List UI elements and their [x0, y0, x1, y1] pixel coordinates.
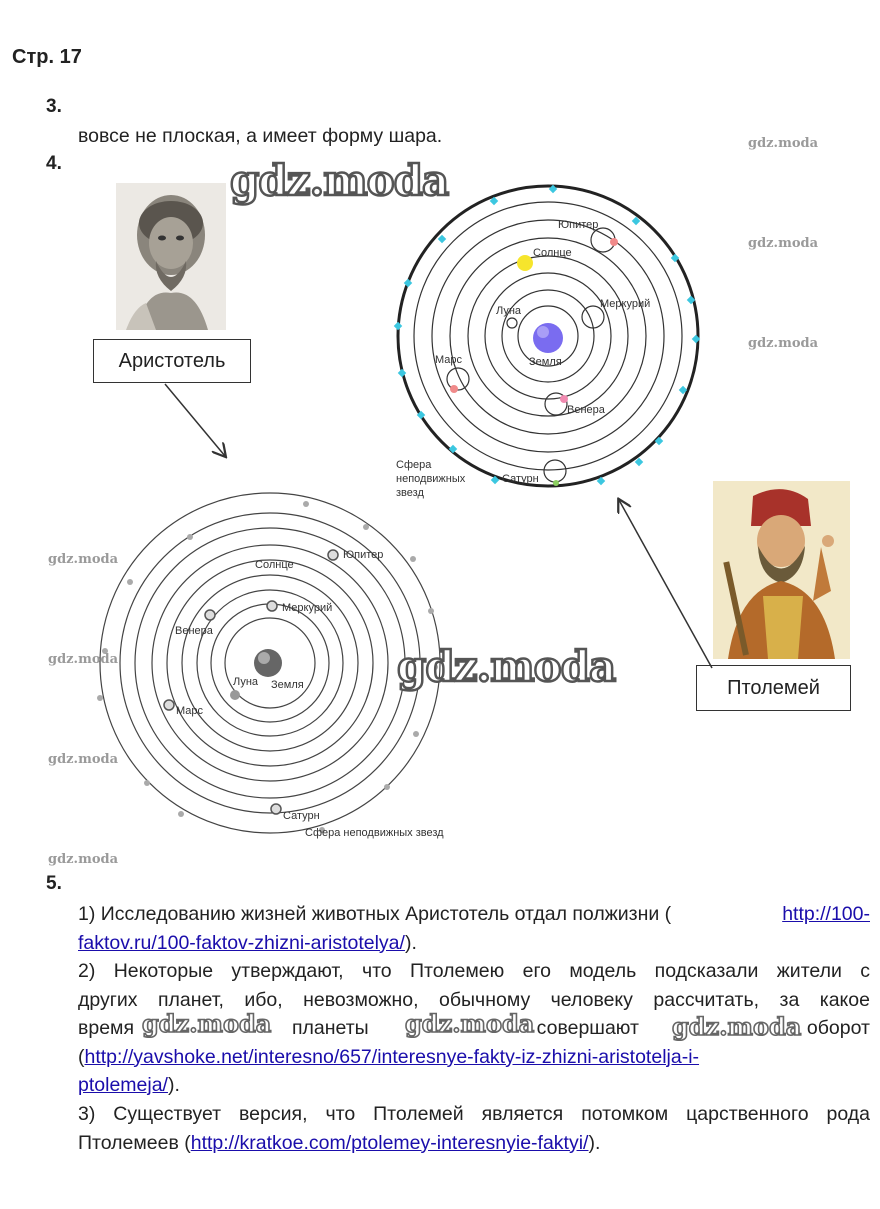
ptolemy-label-venus: Венера [567, 404, 605, 416]
aristotle-label-mars: Марс [176, 705, 204, 717]
item2-line1: 2) Некоторые утверждают, что Птолемею его модель подсказали жители с [78, 960, 870, 982]
watermark-small: gdz.moda [48, 652, 119, 667]
task5-number: 5. [46, 873, 62, 894]
ptolemy-sphere-line3: звезд [396, 487, 424, 499]
ptolemy-label-sun: Солнце [533, 247, 572, 259]
ptolemy-label-mercury: Меркурий [600, 298, 651, 310]
item3-link[interactable]: http://kratkoe.com/ptolemey-interesnyie-faktyi/ [190, 1131, 589, 1154]
aristotle-earth [254, 649, 282, 677]
aristotle-label-jupiter: Юпитер [343, 549, 384, 561]
aristotle-label-earth: Земля [271, 679, 304, 691]
aristotle-label-sun: Солнце [255, 559, 294, 571]
item2-word-time: время [78, 1017, 135, 1039]
aristotle-label-mercury: Меркурий [282, 602, 333, 614]
aristotle-jupiter [328, 550, 338, 560]
item2-link-part1[interactable]: http://yavshoke.net/interesno/657/interesnye-fakty-iz-zhizni-aristotelja-i- [84, 1045, 700, 1068]
ptolemy-sphere-line2: неподвижных [396, 473, 466, 485]
watermark-small: gdz.moda [748, 136, 819, 151]
aristotle-mercury [267, 601, 277, 611]
aristotle-label: Аристотель [93, 339, 251, 383]
task3-number: 3. [46, 96, 62, 117]
watermark-inline-1: gdz.moda [142, 1009, 272, 1038]
ptolemy-saturn [553, 480, 559, 486]
item1-link-part1[interactable]: http://100- [782, 903, 870, 925]
aristotle-label-saturn: Сатурн [283, 810, 320, 822]
ptolemy-jupiter [610, 238, 618, 246]
item1-end: ). [404, 931, 417, 954]
task5-item3 [78, 1100, 870, 1157]
aristotle-venus [205, 610, 215, 620]
aristotle-label-moon: Луна [233, 676, 259, 688]
watermark-inline-2: gdz.moda [405, 1009, 535, 1038]
watermark-small: gdz.moda [748, 336, 819, 351]
ptolemy-arrow [619, 500, 712, 668]
item2-open-paren: ( [78, 1045, 85, 1068]
item2-word-make: совершают [536, 1017, 639, 1039]
aristotle-saturn [271, 804, 281, 814]
aristotle-label-venus: Венера [175, 625, 213, 637]
watermark-small: gdz.moda [48, 752, 119, 767]
ptolemy-label: Птолемей [696, 665, 851, 711]
item2-link-part2[interactable]: ptolemeja/ [78, 1074, 168, 1096]
item3-text: Птолемеев ( [78, 1131, 191, 1154]
watermark-small: gdz.moda [748, 236, 819, 251]
ptolemy-label-mars: Марс [435, 354, 463, 366]
aristotle-mars [164, 700, 174, 710]
item2-line2: других планет, ибо, невозможно, обычному человеку рассчитать, за какое [78, 988, 870, 1011]
watermark-large-1: gdz.moda [230, 156, 449, 205]
page-title: Стр. 17 [12, 46, 82, 68]
item2-word-turn: оборот [806, 1017, 870, 1039]
ptolemy-mars [450, 385, 458, 393]
watermark-inline-3: gdz.moda [672, 1012, 802, 1041]
task5-item1 [78, 900, 870, 957]
item1-link-part2[interactable]: faktov.ru/100-faktov-zhizni-aristotelya/ [78, 931, 405, 954]
item1-text: 1) Исследованию жизней животных Аристотель отдал полжизни ( [78, 903, 672, 925]
ptolemy-label-jupiter: Юпитер [558, 219, 599, 231]
watermark-small: gdz.moda [48, 552, 119, 567]
aristotle-sphere-label: Сфера неподвижных звезд [305, 827, 444, 839]
task3-text: вовсе не плоская, а имеет форму шара. [78, 125, 443, 147]
item2-end: ). [167, 1074, 180, 1096]
ptolemy-label-moon: Луна [496, 305, 522, 317]
aristotle-moon [230, 690, 240, 700]
aristotle-arrow [165, 384, 225, 456]
ptolemy-earth [533, 323, 563, 353]
task4-number: 4. [46, 153, 62, 174]
item3-end: ). [588, 1131, 601, 1154]
ptolemy-label-saturn: Сатурн [502, 473, 539, 485]
watermark-large-2: gdz.moda [397, 642, 616, 691]
ptolemy-venus [560, 395, 568, 403]
ptolemy-label-earth: Земля [529, 356, 562, 368]
item3-line1: 3) Существует версия, что Птолемей является потомком царственного рода [78, 1103, 870, 1125]
ptolemy-sun [517, 255, 533, 271]
ptolemy-diagram [390, 180, 710, 500]
watermark-small: gdz.moda [48, 852, 119, 867]
ptolemy-moon [507, 318, 517, 328]
ptolemy-sphere-line1: Сфера [396, 459, 432, 471]
item2-word-planets: планеты [291, 1017, 369, 1039]
